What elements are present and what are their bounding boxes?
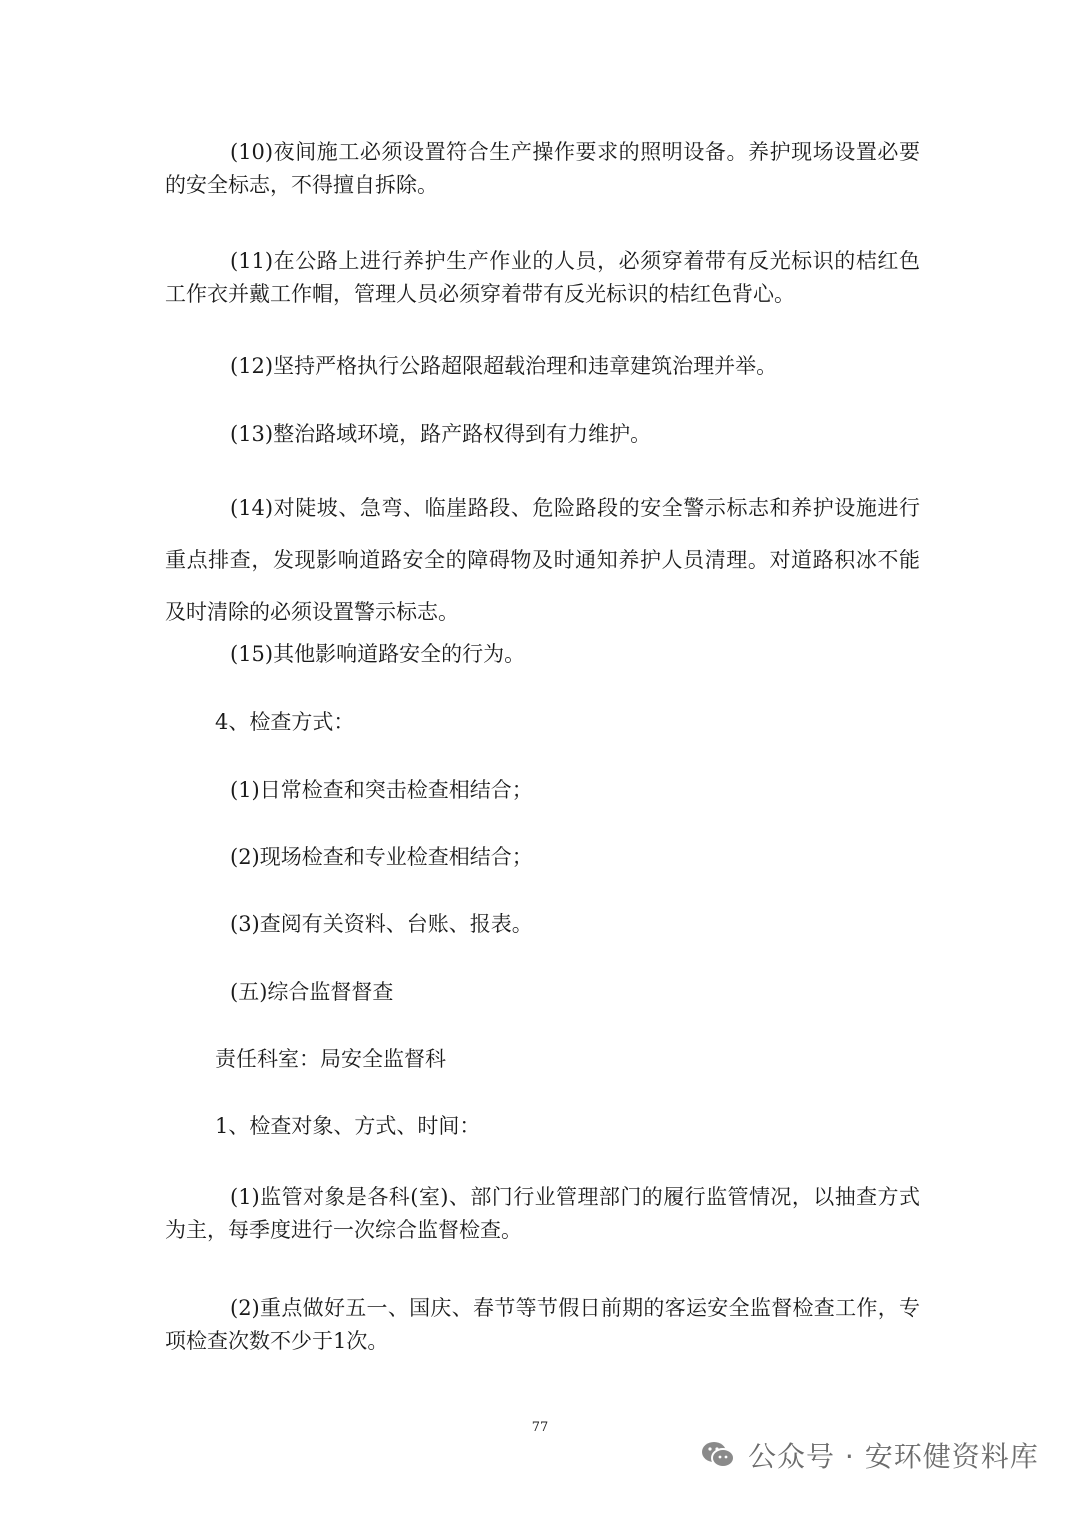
target-item-1: (1)监管对象是各科(室)、部门行业管理部门的履行监管情况，以抽查方式为主，每季度进行一次综合监督检查。 xyxy=(165,1185,920,1242)
paragraph-13: (13)整治路域环境，路产路权得到有力维护。 xyxy=(230,422,652,446)
section-heading-inspection-target: 1、检查对象、方式、时间： xyxy=(215,1114,481,1138)
target-item-2: (2)重点做好五一、国庆、春节等节假日前期的客运安全监督检查工作，专项检查次数不少于1次。 xyxy=(165,1296,920,1353)
method-item-2: (2)现场检查和专业检查相结合； xyxy=(230,845,533,869)
section-heading-inspection-method: 4、检查方式： xyxy=(215,710,355,734)
method-item-1: (1)日常检查和突击检查相结合； xyxy=(230,778,533,802)
paragraph-10: (10)夜间施工必须设置符合生产操作要求的照明设备。养护现场设置必要的安全标志，不得擅自拆除。 xyxy=(165,140,920,197)
paragraph-15: (15)其他影响道路安全的行为。 xyxy=(230,642,526,666)
responsible-department: 责任科室：局安全监督科 xyxy=(215,1047,446,1071)
watermark xyxy=(700,1430,1039,1480)
paragraph-11: (11)在公路上进行养护生产作业的人员，必须穿着带有反光标识的桔红色工作衣并戴工作帽，管理人员必须穿着带有反光标识的桔红色背心。 xyxy=(165,249,920,306)
method-item-3: (3)查阅有关资料、台账、报表。 xyxy=(230,912,533,936)
page-number: 77 xyxy=(531,1420,549,1435)
wechat-icon xyxy=(700,1439,736,1471)
paragraph-14: (14)对陡坡、急弯、临崖路段、危险路段的安全警示标志和养护设施进行重点排查，发现影响道路安全的障碍物及时通知养护人员清理。对道路积冰不能及时清除的必须设置警示标志。 xyxy=(165,496,920,624)
section-heading-comprehensive-supervision: (五)综合监督督查 xyxy=(230,980,394,1004)
watermark-text: 公众号 · 安环健资料库 xyxy=(748,1440,1039,1473)
paragraph-12: (12)坚持严格执行公路超限超载治理和违章建筑治理并举。 xyxy=(230,354,778,378)
